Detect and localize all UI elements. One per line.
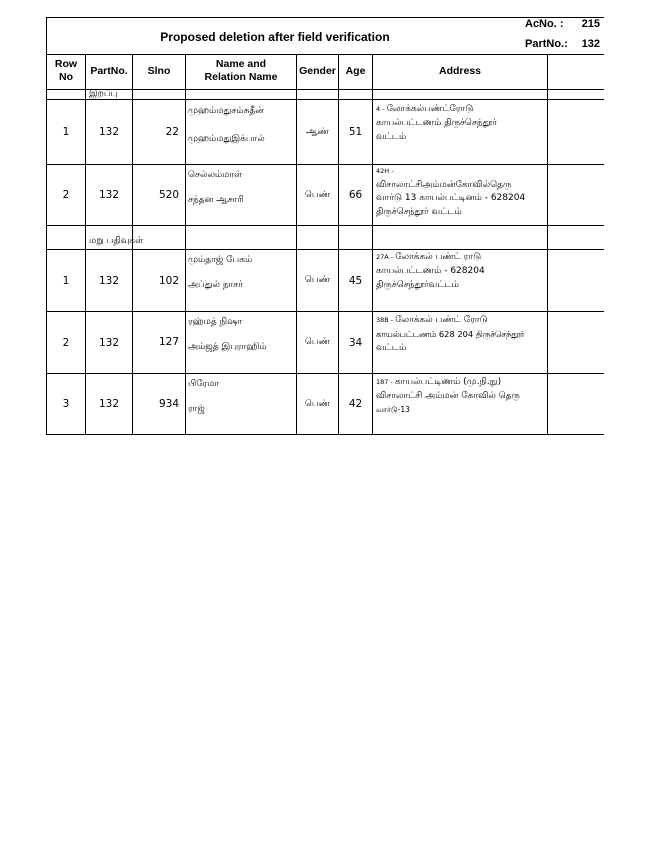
- cell-name: முஹம்மதுசம்சுதீன்: [188, 106, 264, 116]
- section-label-re-registrations: மறு பதிவுகள்: [89, 236, 144, 246]
- address-line: வட்டம்: [376, 132, 407, 142]
- cell-address: [376, 250, 485, 292]
- cell-slno: 22: [165, 126, 179, 138]
- col-header-name-line2: Relation Name: [204, 71, 278, 83]
- address-line: [376, 165, 525, 179]
- section-label-deaths: இறப்பு: [89, 89, 118, 99]
- rule: [132, 54, 133, 100]
- cell-age: 51: [348, 126, 363, 138]
- cell-age: 42: [348, 398, 363, 410]
- col-header-age: Age: [345, 64, 366, 77]
- ac-no-value: 215: [581, 18, 600, 30]
- cell-age: 66: [348, 189, 363, 201]
- cell-row-no: 1: [62, 126, 70, 138]
- address-line: வார்டு-13: [376, 405, 410, 414]
- address-text: காயல்பட்டிணம் (மு.நி.நு): [394, 377, 502, 387]
- rule: [132, 99, 133, 435]
- page-title: Proposed deletion after field verification: [160, 30, 390, 44]
- cell-gender: பெண்: [304, 189, 331, 200]
- cell-slno: 520: [158, 189, 179, 201]
- cell-part-no: 132: [98, 274, 120, 287]
- rule: [85, 54, 86, 100]
- cell-relation-name: சந்தன ஆசாரி: [188, 195, 244, 205]
- address-line: வட்டம்: [376, 343, 407, 353]
- cell-part-no: 132: [98, 189, 120, 201]
- col-header-gender: Gender: [299, 64, 336, 77]
- rule: [547, 54, 548, 435]
- address-line: காயல்பட்டணம் திருச்செந்தூர்: [376, 118, 497, 128]
- cell-gender: பெண்: [304, 275, 331, 285]
- address-line: [376, 313, 524, 327]
- cell-row-no: 3: [62, 398, 70, 410]
- col-header-part-no: PartNo.: [90, 64, 128, 77]
- address-line: விசாலாட்சி அம்மன் கோவில் தெரு: [376, 391, 520, 401]
- deletion-register-table: [46, 17, 604, 435]
- address-line: காயல்பட்டணம் 628 204 திருச்செந்தூர்: [376, 329, 525, 339]
- cell-part-no: 132: [98, 126, 120, 138]
- cell-slno: 127: [158, 336, 179, 348]
- cell-slno: 102: [158, 275, 179, 287]
- rule: [47, 54, 604, 55]
- rule: [47, 225, 604, 226]
- cell-part-no: 132: [98, 398, 120, 410]
- address-line: வார்டு 13 காயல்பட்டினம் - 628204: [376, 193, 526, 203]
- part-no-value: 132: [581, 38, 600, 50]
- col-header-slno: Slno: [147, 64, 171, 77]
- cell-row-no: 1: [62, 274, 70, 287]
- rule: [372, 54, 373, 435]
- address-line: [376, 375, 520, 389]
- col-header-name-line1: Name and: [215, 58, 267, 70]
- cell-name: பிரேமா: [188, 379, 220, 389]
- address-text: லோக்கல்பண்ட்ரோடு: [386, 104, 474, 114]
- address-line: [376, 250, 485, 264]
- address-text: லோக்கல் பண்ட் ராடு: [395, 252, 482, 262]
- cell-age: 45: [348, 274, 363, 287]
- cell-name: செல்லம்மாள்: [188, 170, 243, 180]
- cell-address: [376, 375, 520, 417]
- cell-gender: பெண்: [304, 337, 331, 347]
- address-door-no: 27A -: [376, 253, 396, 261]
- cell-part-no: 132: [98, 336, 120, 349]
- rule: [185, 54, 186, 435]
- cell-relation-name: அப்துல் நாசர்: [188, 280, 243, 290]
- col-header-name: [186, 54, 296, 88]
- ac-no-label: AcNo. :: [525, 18, 564, 30]
- part-no-label: PartNo.:: [525, 38, 568, 50]
- cell-address: [376, 165, 525, 219]
- address-line: [376, 102, 497, 116]
- cell-row-no: 2: [62, 336, 70, 349]
- cell-row-no: 2: [62, 189, 70, 201]
- address-door-no: 4 -: [376, 105, 387, 113]
- cell-relation-name: ராஜ்: [188, 404, 205, 414]
- cell-relation-name: அம்ஜத் இபுராஹிம்: [188, 342, 267, 352]
- rule: [47, 434, 604, 435]
- cell-address: [376, 313, 524, 355]
- col-header-row-no: Row No: [54, 58, 78, 83]
- cell-name: ரஹ்மத் நிஷா: [188, 317, 242, 327]
- cell-name: மும்தாஜ் பேகம்: [188, 255, 253, 265]
- address-line: காயல்பட்டணம் - 628204: [376, 266, 485, 276]
- address-door-no: 42H -: [376, 167, 394, 175]
- col-header-address: Address: [438, 64, 481, 77]
- cell-gender: பெண்: [304, 398, 331, 409]
- cell-relation-name: முஹம்மதுஇக்பால்: [188, 134, 265, 144]
- address-line: விசாலாட்சிஅம்மன்கோவில்தெரு: [376, 179, 512, 190]
- rule: [47, 89, 604, 90]
- address-line: திருச்செந்தூர்வட்டம்: [376, 280, 459, 290]
- cell-age: 34: [348, 336, 363, 349]
- address-door-no: 187 -: [376, 378, 395, 386]
- cell-slno: 934: [158, 398, 179, 410]
- cell-gender: ஆண்: [306, 126, 329, 137]
- address-line: திருச்செந்தூர் வட்டம்: [376, 206, 462, 217]
- cell-address: [376, 102, 497, 144]
- address-text: லோக்கல் பண்ட் ரோடு: [395, 315, 488, 325]
- address-door-no: 38B -: [376, 316, 396, 324]
